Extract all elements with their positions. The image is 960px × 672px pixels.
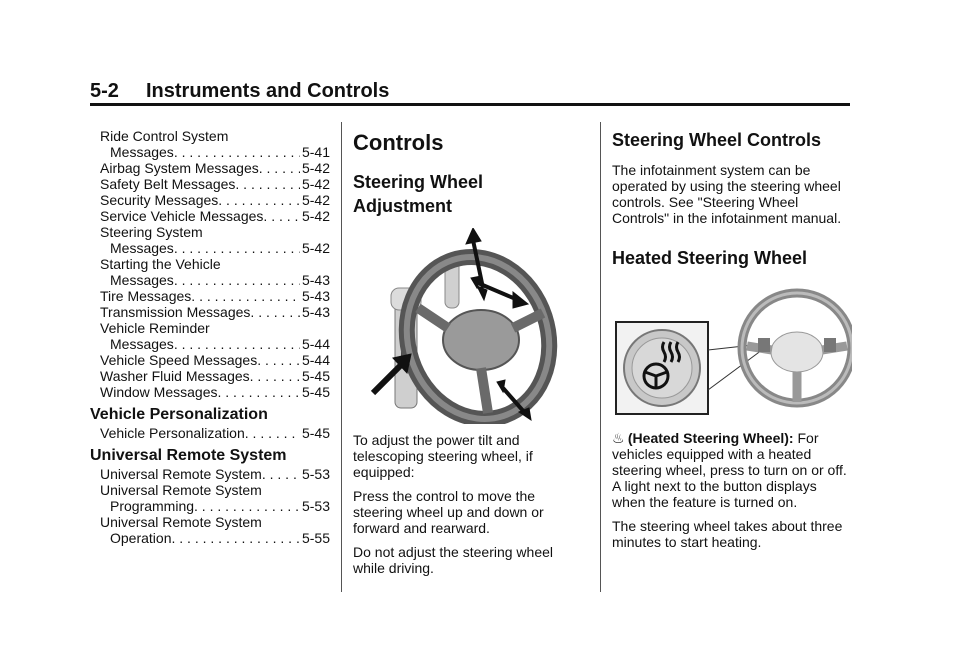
- toc-section-vehicle-personalization: Vehicle Personalization: [90, 406, 268, 423]
- toc-entry: [90, 224, 330, 240]
- toc-leader-dots: [191, 288, 300, 304]
- steering-adjust-title-line1: Steering Wheel: [353, 172, 484, 192]
- toc-entry-title: Service Vehicle Messages: [100, 208, 264, 224]
- toc-entry: [90, 144, 330, 160]
- toc-entry-title: Vehicle Personalization: [100, 425, 245, 441]
- toc-entry: [90, 530, 330, 546]
- heated-wheel-figure: [612, 280, 852, 420]
- steering-control-cluster-left: [758, 338, 770, 352]
- toc-entry-title: Operation: [110, 530, 172, 546]
- toc-entry-page: 5-45: [301, 425, 330, 441]
- toc-entry-title: Airbag System Messages: [100, 160, 259, 176]
- toc-entry: [90, 498, 330, 514]
- toc-leader-dots: [171, 530, 299, 546]
- toc-leader-dots: [174, 272, 300, 288]
- steering-adjust-title-line2: Adjustment: [353, 196, 452, 216]
- toc-entry: [90, 352, 330, 368]
- toc-entry-page: 5-42: [301, 240, 330, 256]
- toc-column: [90, 128, 330, 546]
- toc-list-universal-remote: [90, 466, 330, 546]
- toc-entry-title: Universal Remote System: [100, 482, 262, 498]
- toc-entry-title: Universal Remote System: [100, 514, 262, 530]
- toc-leader-dots: [262, 466, 300, 482]
- heated-wheel-p2: The steering wheel takes about three minutes to start heating.: [612, 518, 843, 550]
- toc-entry-title: Safety Belt Messages: [100, 176, 236, 192]
- toc-entry-page: 5-42: [301, 176, 330, 192]
- toc-entry-title: Tire Messages: [100, 288, 192, 304]
- toc-list: [90, 128, 330, 400]
- toc-entry: [90, 192, 330, 208]
- toc-entry-page: 5-43: [301, 272, 330, 288]
- toc-entry: [90, 384, 330, 400]
- heated-wheel-p1: [612, 430, 854, 510]
- toc-entry-title: Messages: [110, 272, 174, 288]
- toc-entry-title: Programming: [110, 498, 195, 514]
- toc-leader-dots: [257, 352, 300, 368]
- column-divider: [600, 122, 601, 592]
- toc-leader-dots: [218, 192, 300, 208]
- steering-adjust-p1: To adjust the power tilt and telescoping steering wheel, if equipped:: [353, 432, 533, 480]
- toc-entry: [90, 176, 330, 192]
- toc-entry-page: 5-44: [301, 352, 330, 368]
- toc-section-universal-remote: Universal Remote System: [90, 447, 287, 464]
- toc-entry-title: Ride Control System: [100, 128, 229, 144]
- toc-entry-title: Vehicle Reminder: [100, 320, 210, 336]
- toc-entry-title: Starting the Vehicle: [100, 256, 221, 272]
- toc-entry: [90, 466, 330, 482]
- toc-entry: [90, 288, 330, 304]
- toc-leader-dots: [174, 144, 300, 160]
- toc-entry-page: 5-43: [301, 304, 330, 320]
- heated-wheel-label-text: (Heated Steering Wheel):: [627, 430, 794, 446]
- steering-controls-column: [612, 128, 854, 558]
- toc-entry-title: Messages: [110, 144, 174, 160]
- page-header: [90, 80, 850, 103]
- heated-wheel-label: [612, 430, 797, 446]
- toc-entry-title: Vehicle Speed Messages: [100, 352, 258, 368]
- toc-entry-page: 5-45: [301, 368, 330, 384]
- toc-entry-title: Messages: [110, 336, 174, 352]
- heated-wheel-illustration: [612, 280, 852, 420]
- toc-entry: [90, 208, 330, 224]
- toc-leader-dots: [245, 425, 300, 441]
- toc-entry-page: 5-53: [301, 498, 330, 514]
- toc-leader-dots: [174, 336, 300, 352]
- toc-entry-title: Steering System: [100, 224, 203, 240]
- toc-entry-page: 5-53: [301, 466, 330, 482]
- toc-leader-dots: [174, 240, 300, 256]
- toc-entry: [90, 304, 330, 320]
- toc-leader-dots: [218, 384, 300, 400]
- toc-entry-page: 5-43: [301, 288, 330, 304]
- steering-controls-title: Steering Wheel Controls: [612, 130, 822, 150]
- toc-list-vehicle-personalization: [90, 425, 330, 441]
- controls-column: [353, 128, 583, 584]
- toc-entry-page: 5-42: [301, 160, 330, 176]
- toc-entry: [90, 336, 330, 352]
- chapter-title: Instruments and Controls: [146, 80, 390, 102]
- page-number: 5-2: [90, 80, 119, 102]
- steering-adjust-p3: Do not adjust the steering wheel while driving.: [353, 544, 554, 576]
- steering-control-cluster-right: [824, 338, 836, 352]
- toc-entry: [90, 256, 330, 272]
- toc-entry-page: 5-41: [301, 144, 330, 160]
- toc-entry: [90, 240, 330, 256]
- heated-wheel-p1-text: For vehicles equipped with a heated steering wheel, press to turn on or off. A light next to the button displays when the feature is turned on.: [612, 430, 847, 510]
- steering-controls-p1: The infotainment system can be operated by using the steering wheel controls. See "Steering Wheel Controls" in the infotainment manual.: [612, 162, 842, 226]
- toc-entry: [90, 128, 330, 144]
- steering-adjust-p2: Press the control to move the steering wheel up and down or forward and rearward.: [353, 488, 544, 536]
- toc-entry-page: 5-42: [301, 192, 330, 208]
- toc-entry-title: Window Messages: [100, 384, 218, 400]
- toc-entry-page: 5-42: [301, 208, 330, 224]
- toc-leader-dots: [259, 160, 300, 176]
- toc-entry-title: Washer Fluid Messages: [100, 368, 250, 384]
- toc-entry: [90, 272, 330, 288]
- toc-leader-dots: [250, 304, 300, 320]
- toc-entry-title: Security Messages: [100, 192, 219, 208]
- steering-adjust-title: [353, 170, 583, 218]
- toc-leader-dots: [263, 208, 300, 224]
- toc-entry-title: Transmission Messages: [100, 304, 251, 320]
- toc-entry-page: 5-55: [301, 530, 330, 546]
- heated-wheel-title: Heated Steering Wheel: [612, 248, 808, 268]
- heated-steering-wheel-icon: ♨: [612, 430, 625, 446]
- toc-entry-page: 5-45: [301, 384, 330, 400]
- steering-wheel-illustration: [353, 228, 583, 424]
- toc-entry: [90, 514, 330, 530]
- toc-leader-dots: [194, 498, 300, 514]
- toc-entry-page: 5-44: [301, 336, 330, 352]
- controls-title: Controls: [353, 130, 444, 155]
- toc-entry-title: Universal Remote System: [100, 466, 262, 482]
- toc-entry-title: Messages: [110, 240, 174, 256]
- toc-entry: [90, 482, 330, 498]
- toc-entry: [90, 368, 330, 384]
- toc-entry: [90, 320, 330, 336]
- steering-wheel-adjust-figure: [353, 228, 583, 424]
- header-rule: [90, 103, 850, 106]
- toc-entry: [90, 425, 330, 441]
- toc-leader-dots: [235, 176, 300, 192]
- toc-leader-dots: [250, 368, 300, 384]
- toc-entry: [90, 160, 330, 176]
- column-divider: [341, 122, 342, 592]
